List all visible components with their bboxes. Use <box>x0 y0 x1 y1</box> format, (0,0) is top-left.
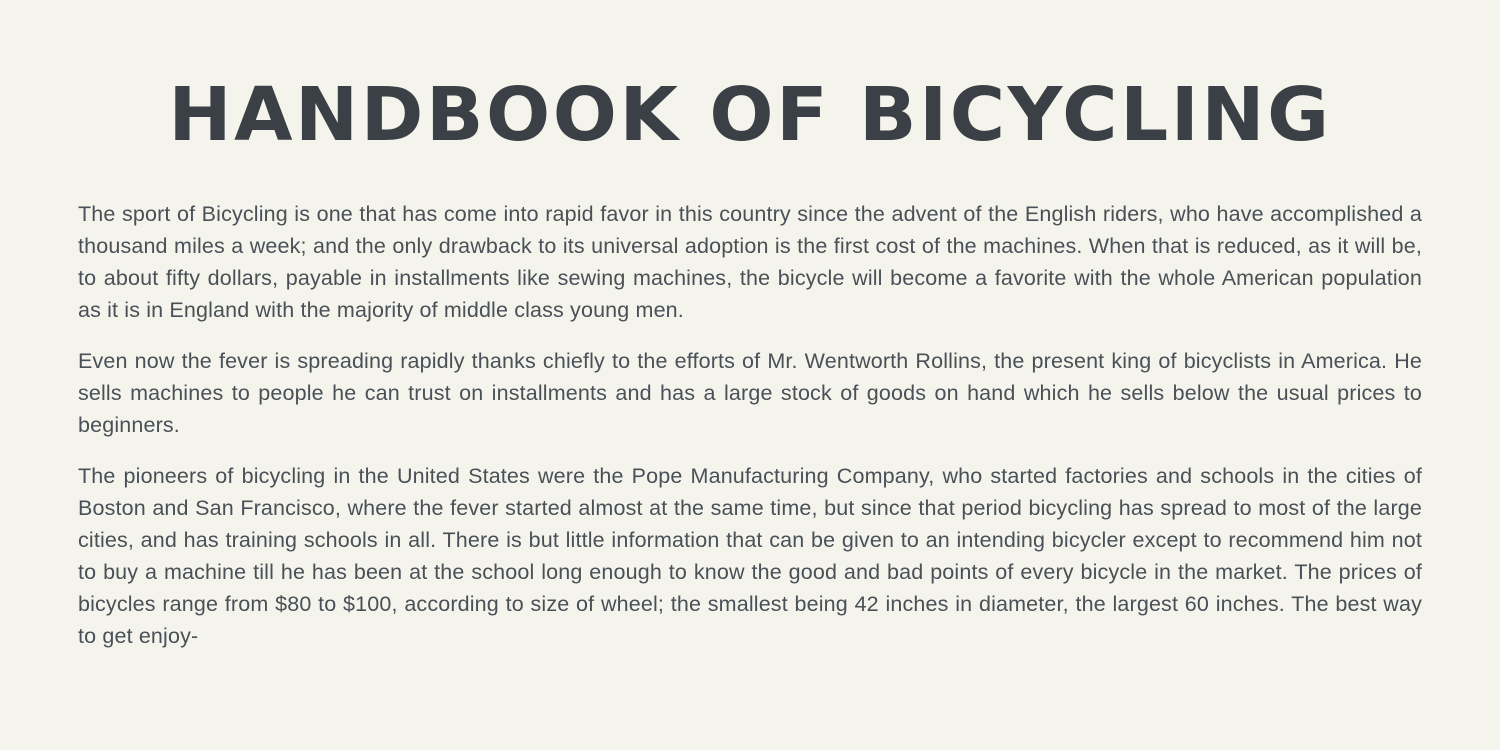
page-title: HANDBOOK OF BICYCLING <box>168 72 1332 158</box>
paragraph: The pioneers of bicycling in the United States were the Pope Manufacturing Company, who started factories and schools in the cities of Boston and San Francisco, where the fever started almost at the same time, but since that period bicycling has spread to most of the large cities, and has training schools in all. There is but little information that can be given to an intending bicycler except to recommend him not to buy a machine till he has been at the school long enough to know the good and bad points of every bicycle in the market. The prices of bicycles range from $80 to $100, according to size of wheel; the smallest being 42 inches in diameter, the largest 60 inches. The best way to get enjoy- <box>78 464 1422 648</box>
document-body <box>78 198 1422 652</box>
paragraph: The sport of Bicycling is one that has come into rapid favor in this country since the advent of the English riders, who have accomplished a thousand miles a week; and the only drawback to its universal adoption is the first cost of the machines. When that is reduced, as it will be, to about fifty dollars, payable in installments like sewing machines, the bicycle will become a favorite with the whole American population as it is in England with the majority of middle class young men. <box>78 202 1422 322</box>
paragraph: Even now the fever is spreading rapidly thanks chiefly to the efforts of Mr. Wentworth Rollins, the present king of bicyclists in America. He sells machines to people he can trust on installments and has a large stock of goods on hand which he sells below the usual prices to beginners. <box>78 349 1422 437</box>
